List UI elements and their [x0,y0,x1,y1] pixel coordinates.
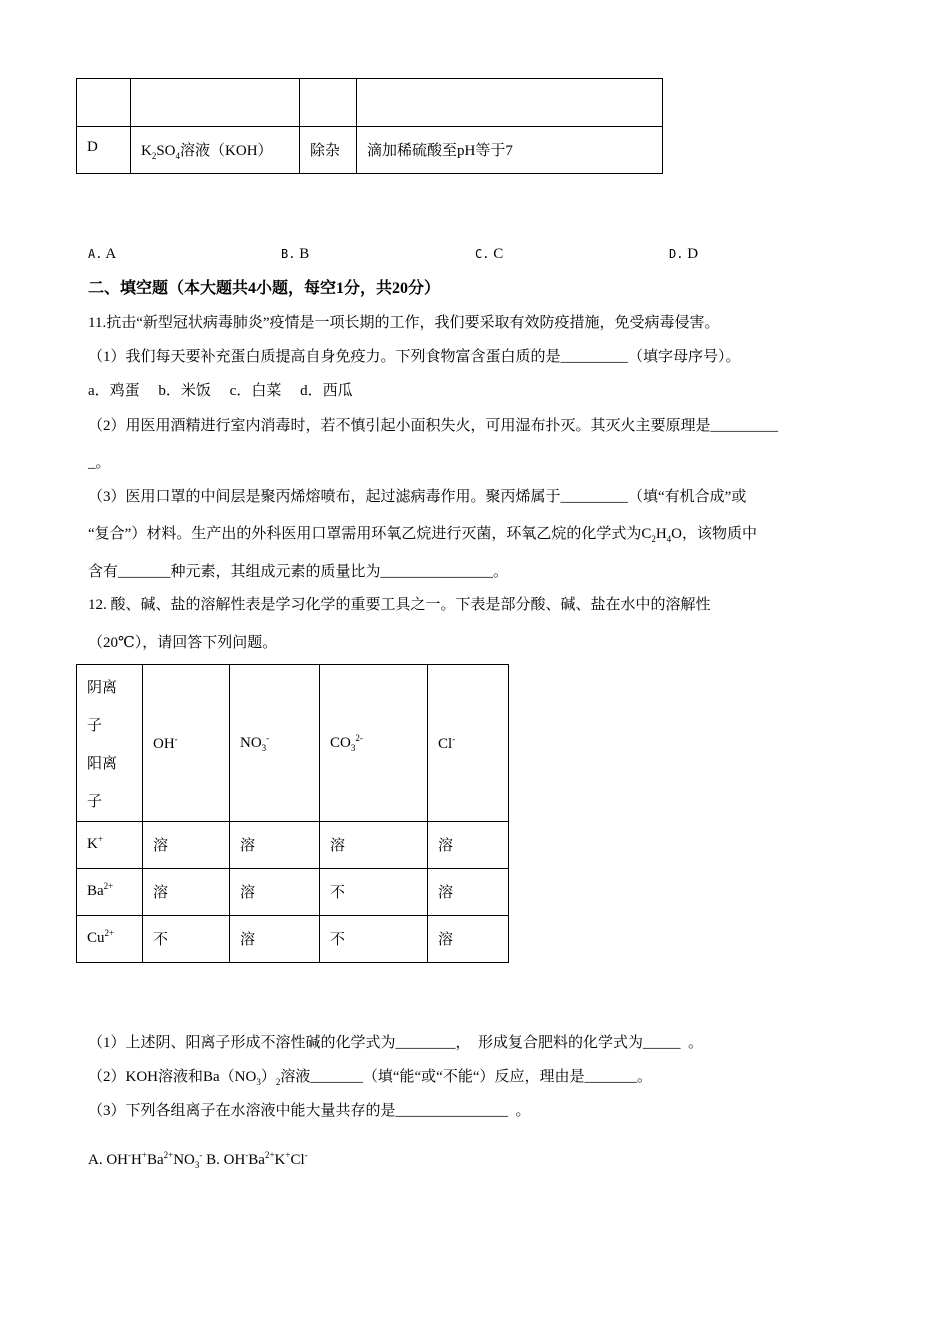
table-row [77,869,509,916]
anion-header: Cl- [428,665,509,822]
table-cell: 溶 [428,822,509,869]
table-cell [357,79,663,127]
q11-part1: （1）我们每天要补充蛋白质提高自身免疫力。下列食物富含蛋白质的是_________（填字母序号）。 [88,349,741,365]
table-cell [300,79,357,127]
q12-part1: （1）上述阴、阳离子形成不溶性碱的化学式为________， 形成复合肥料的化学式为_____ 。 [88,1035,704,1051]
cation-cell: $Cu^{2+}$ [77,916,143,963]
table-cell: 不 [143,916,230,963]
anion-header: OH- [143,665,230,822]
q11-part2-line2: _。 [88,455,111,471]
q11-part2-line1: （2）用医用酒精进行室内消毒时，若不慎引起小面积失火，可用湿布扑灭。其灭火主要原理是_________ [88,418,779,434]
table-cell [77,79,131,127]
q12-answer-options: A. $OH^-H^+Ba^{2+}NO_3^-$ B. $OH^-Ba^{2+}K^+Cl^-$ [88,1150,308,1170]
table-row [77,916,509,963]
table-cell: 除杂 [300,127,357,174]
anion-header: $NO_3^-$ [230,665,320,822]
q12-part3: （3）下列各组离子在水溶液中能大量共存的是_______________ 。 [88,1103,531,1119]
q11-part3-line2: “复合”）材料。生产出的外科医用口罩需用环氧乙烷进行灭菌，环氧乙烷的化学式为$C_2H_4O$，该物质中 [88,526,758,544]
corner-cell: 阴离 子 阳离 子 [77,665,143,822]
cation-cell: $Ba^{2+}$ [77,869,143,916]
table-row [77,822,509,869]
q11-stem: 11.抗击“新型冠状病毒肺炎”疫情是一项长期的工作，我们要采取有效防疫措施，免受病毒侵害。 [88,315,720,331]
table-cell: 溶 [230,869,320,916]
q12-stem-line1: 12. 酸、碱、盐的溶解性表是学习化学的重要工具之一。下表是部分酸、碱、盐在水中的溶解性 [88,597,711,613]
section-heading: 二、填空题（本大题共4小题，每空1分，共20分） [88,280,441,297]
q11-part1-choices: a．鸡蛋 b．米饭 c．白菜 d．西瓜 [88,383,353,399]
table-cell: 不 [320,916,428,963]
table-cell [131,79,300,127]
table-header-row [77,665,509,822]
option-c[interactable]: C. C [475,246,504,262]
table-cell: 溶 [230,916,320,963]
table-cell: 滴加稀硫酸至pH等于7 [357,127,663,174]
q11-part3-line3: 含有_______种元素，其组成元素的质量比为_______________。 [88,564,509,580]
table-cell: 不 [320,869,428,916]
table-row [77,79,663,127]
option-a[interactable]: A. A [88,246,117,262]
anion-header: $CO_3^{2-}$ [320,665,428,822]
reagent-table [76,78,663,174]
table-cell: 溶 [320,822,428,869]
cation-cell: K+ [77,822,143,869]
table-cell: D [77,127,131,174]
table-cell: 溶 [143,822,230,869]
solubility-table [76,664,509,963]
option-b[interactable]: B. B [281,246,310,262]
table-cell: 溶 [230,822,320,869]
table-cell: $K_2SO_4$溶液（KOH） [131,127,300,174]
table-cell: 溶 [428,916,509,963]
table-cell: 溶 [143,869,230,916]
q12-part2: （2）KOH溶液和$Ba(NO_3)_2$溶液_______（填“能“或“不能“）反应，理由是_______。 [88,1069,652,1087]
option-d[interactable]: D. D [669,246,699,262]
table-cell: 溶 [428,869,509,916]
q11-part3-line1: （3）医用口罩的中间层是聚丙烯熔喷布，起过滤病毒作用。聚丙烯属于_________（填“有机合成”或 [88,489,747,505]
table-row [77,127,663,174]
q12-stem-line2: （20℃），请回答下列问题。 [88,635,278,651]
